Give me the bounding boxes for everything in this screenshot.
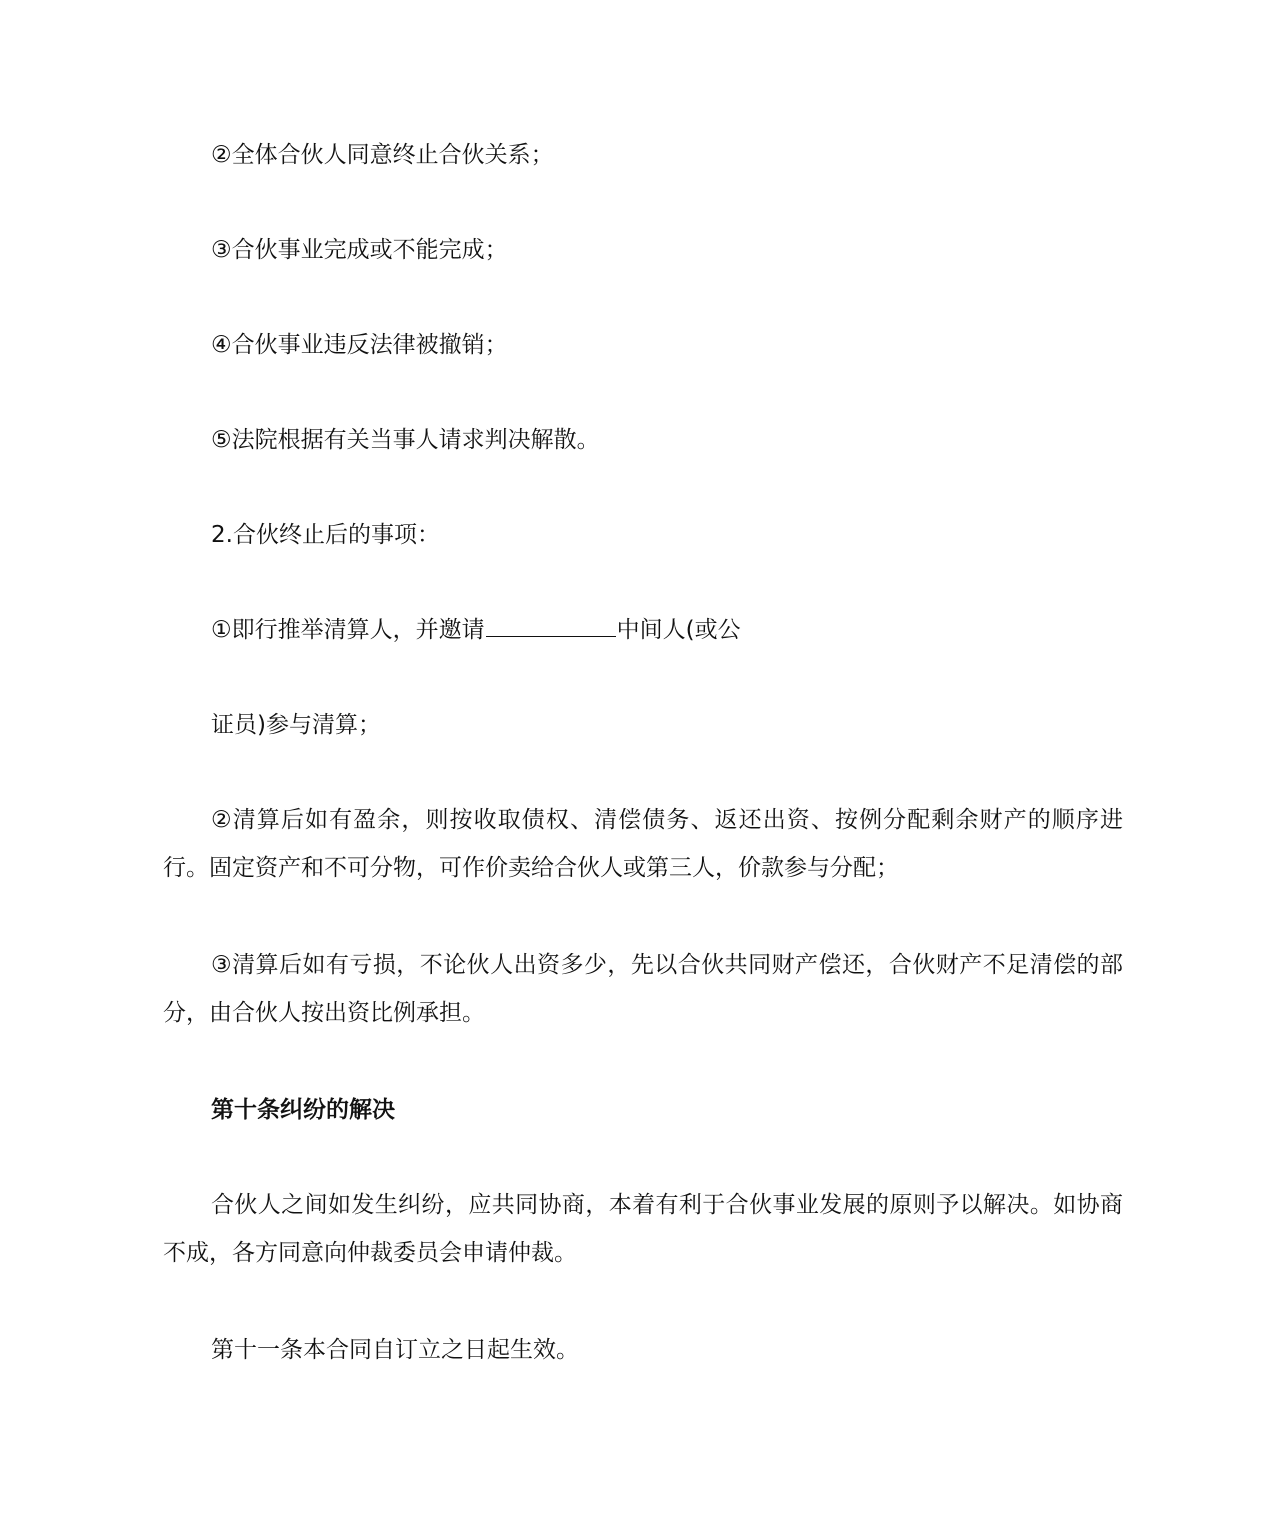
liquidation-item-1-text-b: 中间人(或公 [616, 617, 741, 643]
liquidation-item-2: ②清算后如有盈余，则按收取债权、清偿债务、返还出资、按例分配剩余财产的顺序进行。固定资产和不可分物，可作价卖给合伙人或第三人，价款参与分配； [163, 807, 1123, 881]
fill-in-blank [486, 614, 616, 637]
clause-item-3: ③合伙事业完成或不能完成； [211, 237, 508, 263]
liquidation-item-3: ③清算后如有亏损，不论伙人出资多少，先以合伙共同财产偿还，合伙财产不足清偿的部分，由合伙人按出资比例承担。 [163, 952, 1123, 1026]
liquidation-item-1 [163, 606, 1123, 654]
article-10-title: 第十条纠纷的解决 [211, 1097, 395, 1123]
article-11: 第十一条本合同自订立之日起生效。 [211, 1337, 579, 1363]
liquidation-item-1-text-a: ①即行推举清算人，并邀请 [211, 617, 485, 643]
clause-item-2: ②全体合伙人同意终止合伙关系； [211, 142, 554, 168]
section-2-title: 2.合伙终止后的事项： [211, 522, 440, 548]
liquidation-item-1-continued: 证员)参与清算； [211, 712, 381, 738]
clause-item-4: ④合伙事业违反法律被撤销； [211, 332, 508, 358]
article-10-body: 合伙人之间如发生纠纷，应共同协商，本着有利于合伙事业发展的原则予以解决。如协商不成，各方同意向仲裁委员会申请仲裁。 [163, 1192, 1123, 1266]
clause-item-5: ⑤法院根据有关当事人请求判决解散。 [211, 427, 600, 453]
